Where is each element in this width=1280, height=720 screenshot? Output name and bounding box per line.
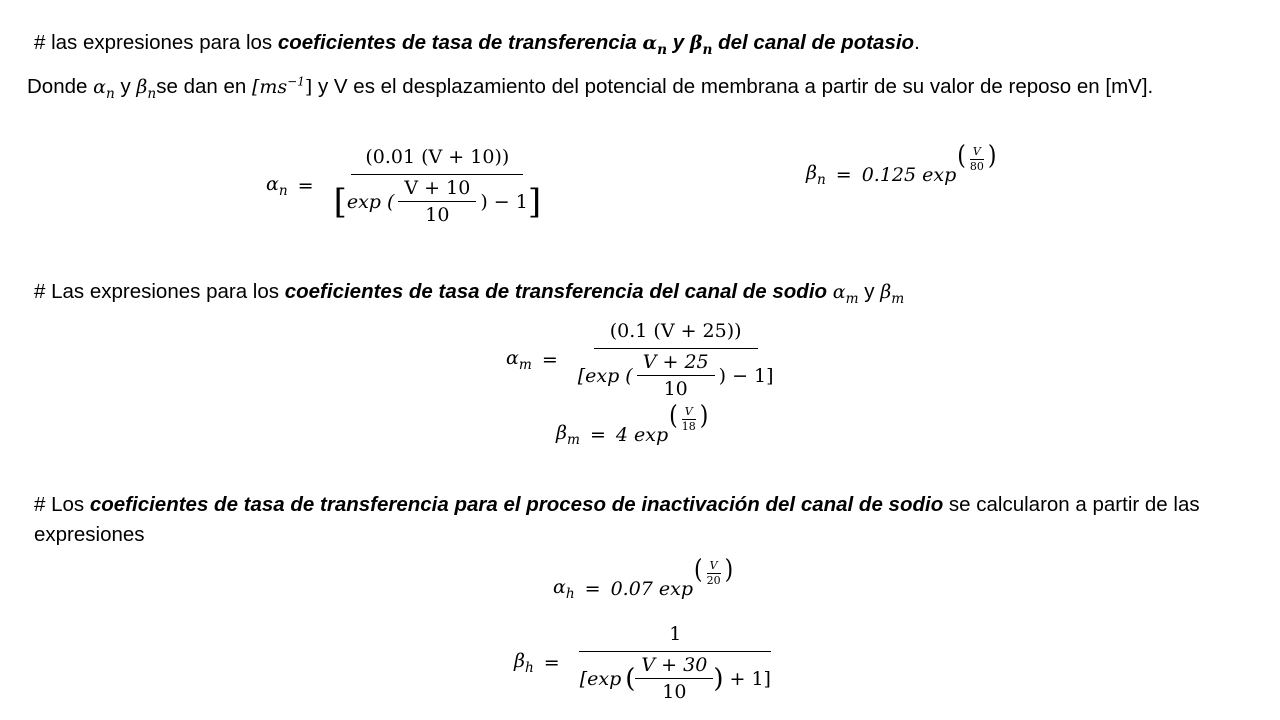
beta-n-equation: $\beta_n$ = 0.125 exp ( $\frac{V}{80}$ ) <box>806 141 997 188</box>
potassium-heading: # las expresiones para los coeficientes de tasa de transferencia $\alpha_n$ y $\beta_n$ del canal de potasio. <box>34 31 920 58</box>
beta-n-exponent: ( $\frac{V}{80}$ ) <box>957 141 997 173</box>
alpha-h-equation: $\alpha_h$ = 0.07 exp ( $\frac{V}{20}$ ) <box>553 555 734 602</box>
alpha-h-exponent: ( $\frac{V}{20}$ ) <box>694 555 734 587</box>
alpha-m-fraction: (0.1 (V + 25)) [exp ( $\frac{V + 25}{10}$ ) − 1] <box>577 320 774 400</box>
beta-h-equation: $\beta_h$ = 1 [exp ( $\frac{V + 30}{10}$ ) + 1] <box>514 623 781 703</box>
beta-h-fraction: 1 [exp ( $\frac{V + 30}{10}$ ) + 1] <box>579 623 771 703</box>
sodium-heading: # Las expresiones para los coeficientes de tasa de transferencia del canal de sodio $\alpha_m$ y $\beta_m$ <box>34 280 905 307</box>
units-description: Donde $\alpha_n$ y $\beta_nse$ dan en $[ms^{-1}]$ y V es el desplazamiento del potencial de membrana a partir de su valor de reposo en [mV]. <box>27 74 1154 102</box>
inactivation-heading: # Los coeficientes de tasa de transferencia para el proceso de inactivación del canal de sodio se calcularon a partir de las expresiones <box>34 493 1200 546</box>
alpha-n-equation: $\alpha_n$ = (0.01 (V + 10)) [ exp ( $\frac{V + 10}{10}$ ) − 1 ] <box>266 146 551 226</box>
beta-m-exponent: ( $\frac{V}{18}$ ) <box>669 401 709 433</box>
alpha-m-equation: $\alpha_m$ = (0.1 (V + 25)) [exp ( $\frac{V + 25}{10}$ ) − 1] <box>506 320 784 400</box>
beta-m-equation: $\beta_m$ = 4 exp ( $\frac{V}{18}$ ) <box>556 401 709 448</box>
alpha-n-fraction: (0.01 (V + 10)) [ exp ( $\frac{V + 10}{10}$ ) − 1 ] <box>333 146 542 226</box>
